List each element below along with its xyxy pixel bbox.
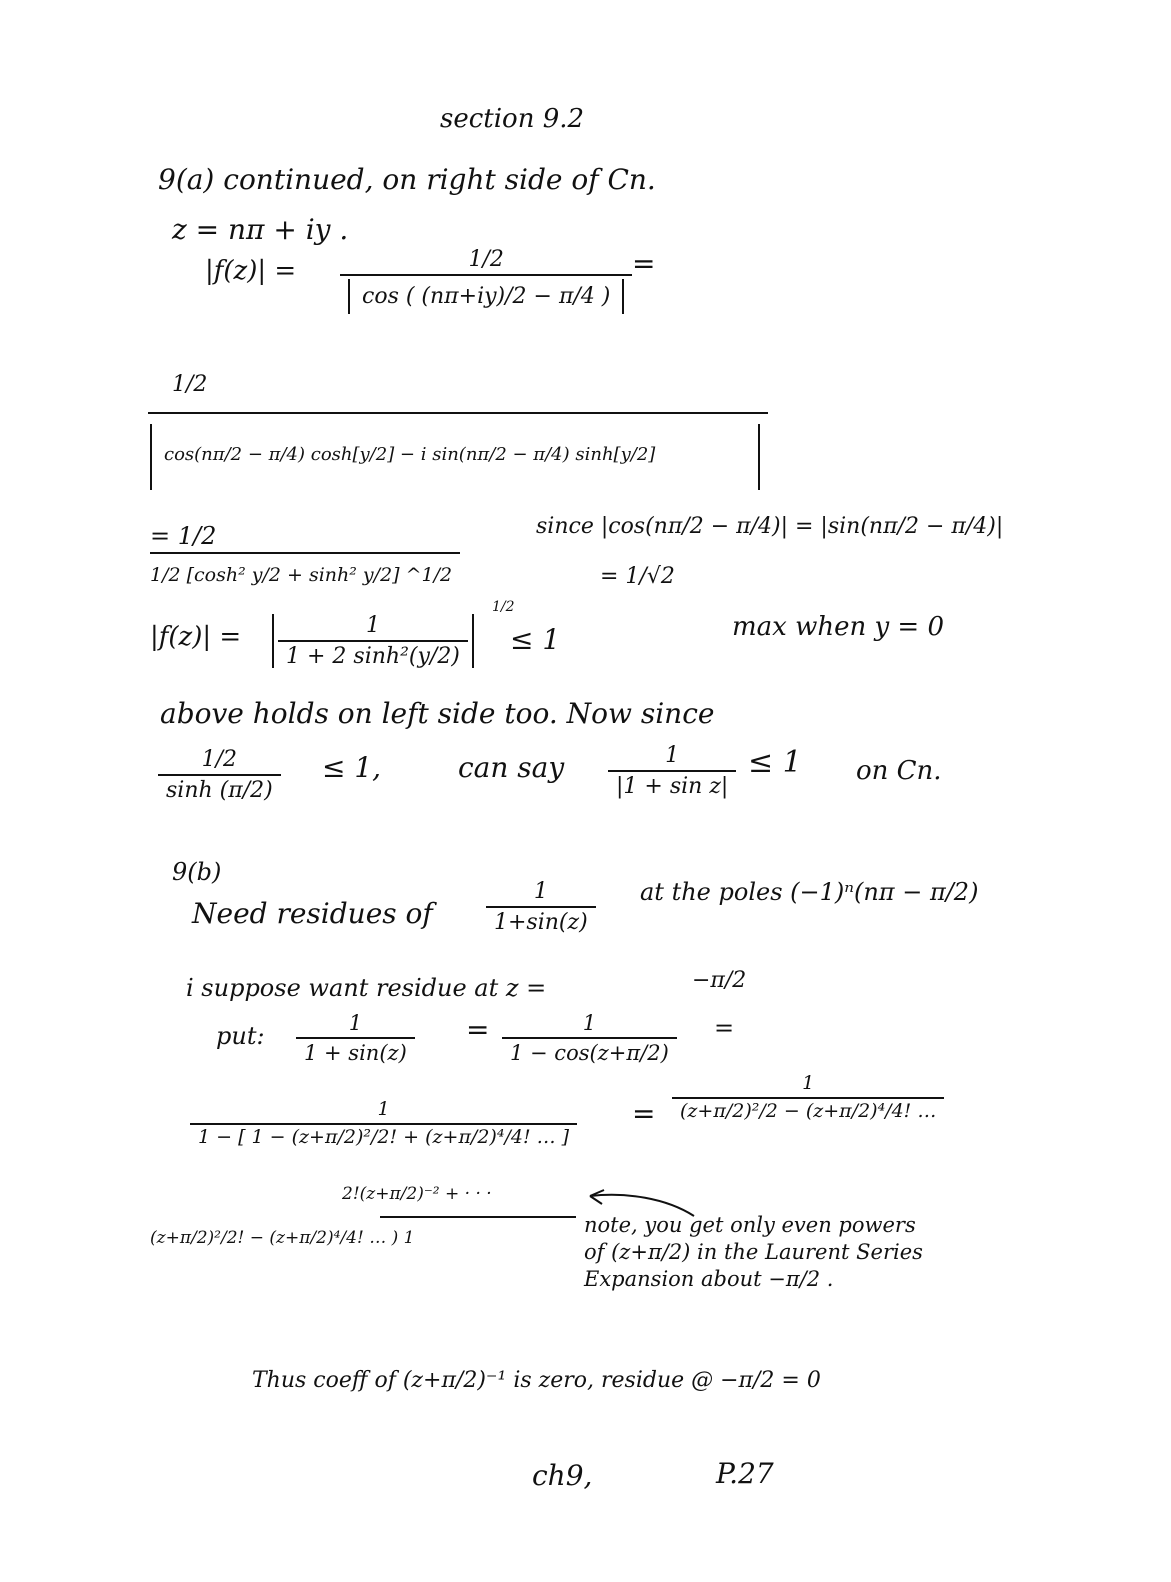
put2-fraction — [502, 1012, 677, 1064]
suppose-value: −π/2 — [692, 968, 747, 993]
at-poles: at the poles (−1)ⁿ(nπ − π/2) — [640, 878, 979, 906]
put2-numerator: 1 — [582, 1011, 597, 1035]
series-fraction — [190, 1100, 577, 1148]
long-division-quotient: 2!(z+π/2)⁻² + · · · — [342, 1184, 492, 1204]
bound-lhs: |f(z)| = — [150, 622, 242, 652]
suppose-text: i suppose want residue at z = — [186, 974, 547, 1002]
fraction-1-numerator: 1/2 — [468, 247, 504, 272]
bound-rhs: ≤ 1 — [510, 623, 561, 656]
ineq-denominator: sinh (π/2) — [166, 778, 273, 804]
fraction-1 — [340, 248, 632, 314]
fraction-2-bar — [148, 412, 768, 414]
ineq-fraction — [158, 748, 281, 802]
section-title: section 9.2 — [440, 104, 585, 134]
ineq2-relation: ≤ 1 — [748, 745, 802, 780]
ineq2-numerator: 1 — [665, 743, 680, 768]
abs-right-bar — [758, 424, 760, 490]
footer-page: P.27 — [716, 1457, 774, 1490]
z-definition: z = nπ + iy . — [172, 213, 349, 246]
fraction-2-denominator: cos(nπ/2 − π/4) cosh[y/2] − i sin(nπ/2 − π/4) sinh[y/2] — [164, 444, 656, 465]
equation-2-bar — [150, 552, 460, 554]
fraction-2-numerator: 1/2 — [172, 372, 208, 397]
series2-fraction — [672, 1074, 944, 1122]
thus-line: Thus coeff of (z+π/2)⁻¹ is zero, residue @ −π/2 = 0 — [252, 1368, 821, 1393]
left-side-note: above holds on left side too. Now since — [160, 697, 715, 730]
fraction-1-denominator — [340, 276, 632, 314]
equation-2-denominator: 1/2 [cosh² y/2 + sinh² y/2] ^1/2 — [150, 564, 453, 586]
put-label: put: — [216, 1022, 265, 1050]
long-division-bar — [380, 1216, 576, 1218]
max-note: max when y = 0 — [732, 612, 945, 642]
equation-2-lhs: = 1/2 — [150, 522, 217, 550]
abs-left-bar — [150, 424, 152, 490]
intro-line: 9(a) continued, on right side of Cn. — [158, 163, 656, 196]
ineq-numerator: 1/2 — [201, 747, 238, 772]
mod-f-lhs: |f(z)| = — [205, 256, 297, 286]
put2-denominator: 1 − cos(z+π/2) — [510, 1041, 669, 1066]
put-numerator: 1 — [348, 1011, 363, 1035]
ineq2-denominator: |1 + sin z| — [616, 774, 729, 800]
part-b-label: 9(b) — [172, 858, 222, 886]
need-residues: Need residues of — [192, 897, 433, 930]
bound-fraction — [272, 614, 474, 668]
since-text: since |cos(nπ/2 − π/4)| = |sin(nπ/2 − π/4)| — [536, 514, 1004, 539]
put-equals: = — [466, 1013, 490, 1046]
footer-chapter: ch9, — [532, 1459, 593, 1492]
abs-value: cos ( (nπ+iy)/2 − π/4 ) — [348, 279, 624, 314]
residue-fraction — [486, 880, 596, 934]
long-division-divisor: (z+π/2)²/2! − (z+π/2)⁴/4! … ) 1 — [150, 1228, 415, 1248]
on-cn: on Cn. — [856, 756, 942, 786]
note-text: note, you get only even powers of (z+π/2) in the Laurent Series Expansion about −π/2 . — [584, 1213, 923, 1291]
put-fraction — [296, 1012, 415, 1064]
series-numerator: 1 — [377, 1098, 390, 1120]
series-denominator: 1 − [ 1 − (z+π/2)²/2! + (z+π/2)⁴/4! … ] — [198, 1125, 570, 1148]
series2-denominator: (z+π/2)²/2 − (z+π/2)⁴/4! … — [680, 1099, 937, 1122]
ineq-relation: ≤ 1, — [322, 751, 382, 784]
put-denominator: 1 + sin(z) — [304, 1041, 407, 1066]
since-value: = 1/√2 — [600, 564, 675, 589]
can-say: can say — [458, 751, 565, 784]
equals-sign: = — [632, 247, 656, 280]
put-equals-2: = — [714, 1014, 735, 1042]
residue-denominator: 1+sin(z) — [494, 910, 588, 936]
residue-numerator: 1 — [533, 879, 548, 904]
series2-numerator: 1 — [802, 1072, 815, 1094]
bound-denominator: 1 + 2 sinh²(y/2) — [286, 644, 460, 670]
bound-numerator: 1 — [365, 613, 380, 638]
series-equals: = — [632, 1097, 656, 1130]
ineq2-fraction — [608, 744, 736, 798]
bound-exponent: 1/2 — [492, 599, 515, 615]
